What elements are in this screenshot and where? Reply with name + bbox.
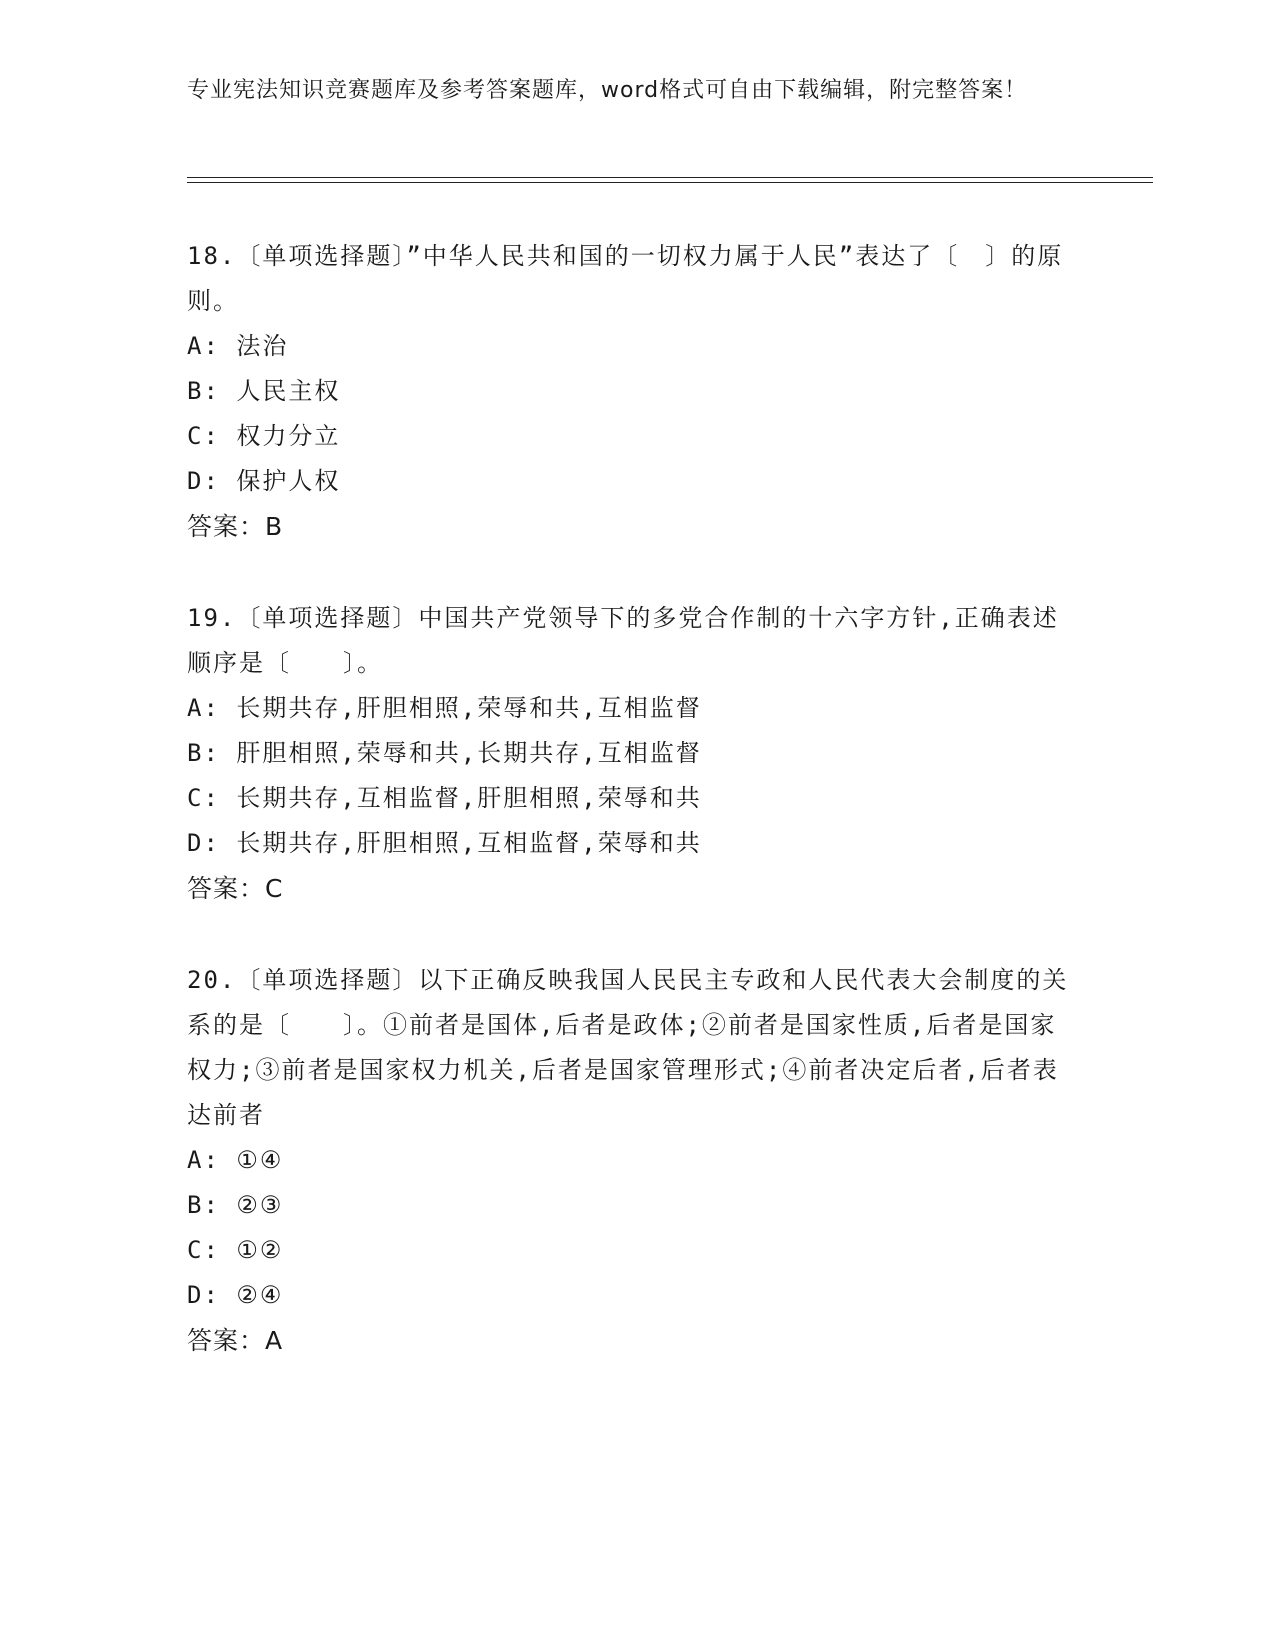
option-a: A: 法治 — [187, 332, 289, 360]
question-stem: 18.〔单项选择题〕”中华人民共和国的一切权力属于人民”表达了〔 〕的原则。 — [187, 242, 1064, 315]
question-20 — [187, 958, 1077, 1363]
option-d: D: 保护人权 — [187, 467, 341, 495]
answer-line: 答案：A — [187, 1326, 284, 1355]
question-stem: 19.〔单项选择题〕中国共产党领导下的多党合作制的十六字方针,正确表述顺序是〔 〕。 — [187, 604, 1059, 677]
option-b: B: ②③ — [187, 1191, 284, 1219]
option-b: B: 人民主权 — [187, 377, 341, 405]
option-a: A: 长期共存,肝胆相照,荣辱和共,互相监督 — [187, 694, 702, 722]
question-stem: 20.〔单项选择题〕以下正确反映我国人民民主专政和人民代表大会制度的关系的是〔 〕。①前者是国体,后者是政体;②前者是国家性质,后者是国家权力;③前者是国家权力机关,后者是国家管理形式;④前者决定后者,后者表达前者 — [187, 966, 1069, 1129]
header-rule-bottom — [187, 182, 1153, 183]
option-d: D: ②④ — [187, 1281, 284, 1309]
question-19 — [187, 596, 1077, 911]
option-d: D: 长期共存,肝胆相照,互相监督,荣辱和共 — [187, 829, 702, 857]
option-a: A: ①④ — [187, 1146, 284, 1174]
header-rule-top — [187, 177, 1153, 178]
document-header: 专业宪法知识竞赛题库及参考答案题库，word格式可自由下载编辑，附完整答案！ — [187, 78, 1028, 103]
option-c: C: 权力分立 — [187, 422, 341, 450]
question-18 — [187, 234, 1077, 549]
option-c: C: ①② — [187, 1236, 284, 1264]
option-c: C: 长期共存,互相监督,肝胆相照,荣辱和共 — [187, 784, 702, 812]
answer-line: 答案：B — [187, 512, 284, 541]
answer-line: 答案：C — [187, 874, 284, 903]
option-b: B: 肝胆相照,荣辱和共,长期共存,互相监督 — [187, 739, 702, 767]
